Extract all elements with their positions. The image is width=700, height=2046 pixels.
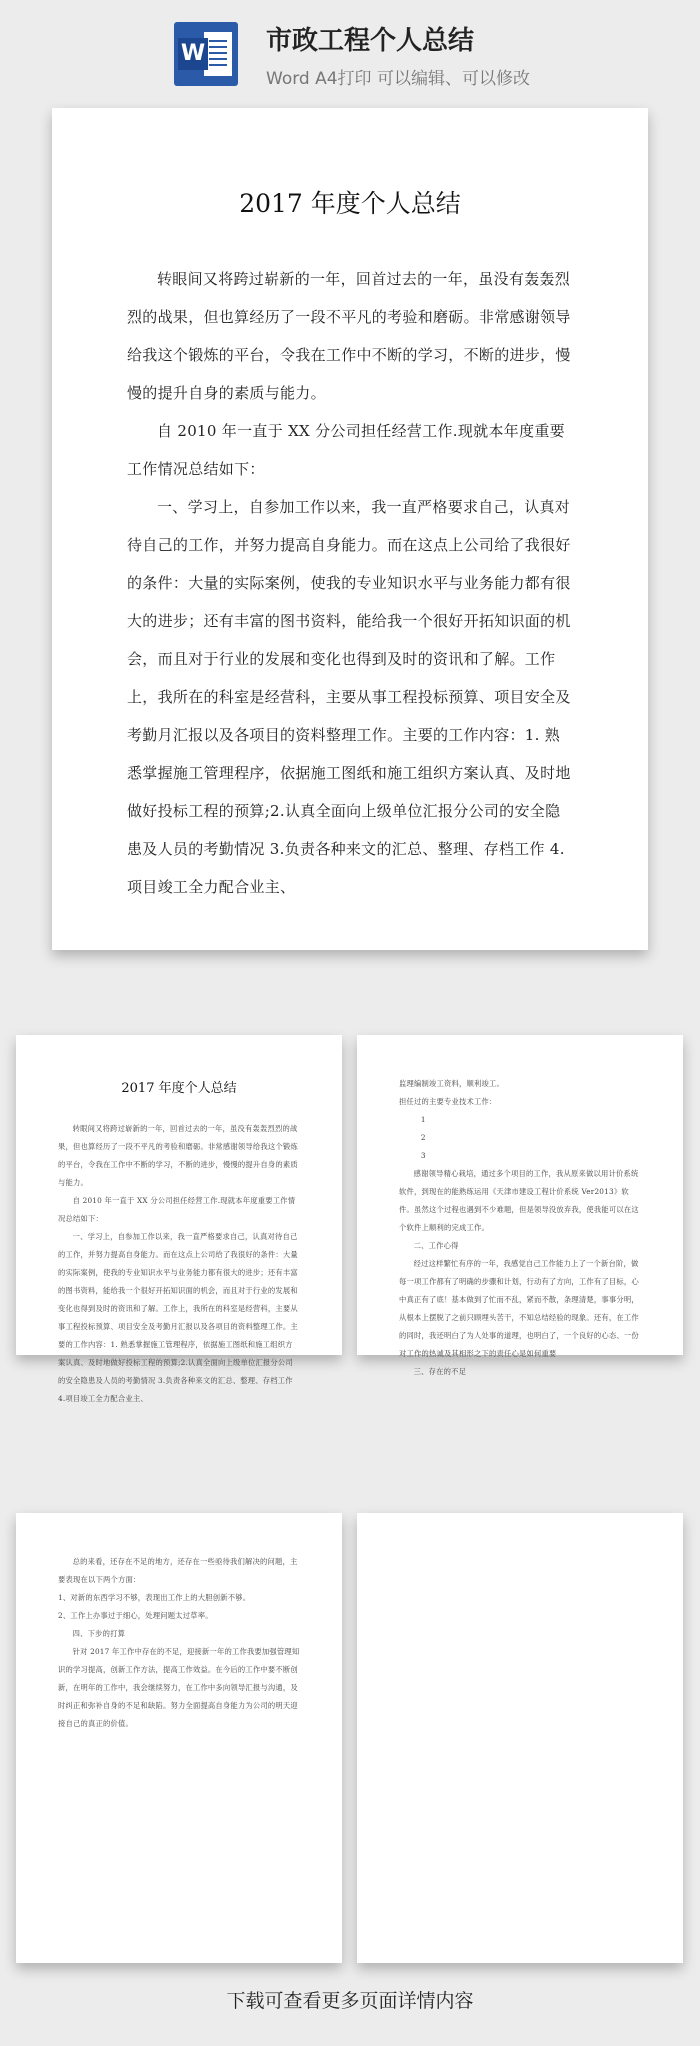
paragraph: 经过这样繁忙有序的一年，我感觉自己工作能力上了一个新台阶，做每一项工作都有了明确的步骤和计划，行动有了方向，工作有了目标，心中真正有了底！基本做到了忙而不乱，紧而不散，条理清楚，事事分明，从根本上摆脱了之前只顾埋头苦干，不知总结经验的现象。还有，在工作的同时，我还明白了为人处事的道理，也明白了，一个良好的心态、一份对工作的热诚及其相形之下的责任心是如何重要 bbox=[399, 1259, 639, 1358]
page-title: 2017 年度个人总结 bbox=[121, 1081, 237, 1096]
thumbnail-page-2[interactable] bbox=[357, 1035, 683, 1376]
page-title: 2017 年度个人总结 bbox=[239, 189, 461, 218]
thumbnail-page-4[interactable] bbox=[357, 1513, 683, 1963]
word-icon: W bbox=[174, 22, 238, 86]
paragraph: 一、学习上，自参加工作以来，我一直严格要求自己，认真对待自己的工作，并努力提高自身能力。而在这点上公司给了我很好的条件：大量的实际案例，使我的专业知识水平与业务能力都有很大的进步；还有丰富的图书资料，能给我一个很好开拓知识面的机会，而且对于行业的发展和变化也得到及时的资讯和了解。工作上，我所在的科室是经营科，主要从事工程投标预算、项目安全及考勤月汇报以及各项目的资料整理工作。主要的工作内容：1. 熟悉掌握施工管理程序，依据施工图纸和施工组织方案认真、及时地做好投标工程的预算;2.认真全面向上级单位汇报分公司的安全隐患及人员的考勤情况 3.负责各种来文的汇总、整理、存档工作 4.项目竣工全力配合业主、 bbox=[127, 498, 571, 896]
more-pages-note[interactable]: 下载可查看更多页面详情内容 bbox=[226, 1990, 474, 2012]
paragraph: 担任过的主要专业技术工作： bbox=[399, 1097, 497, 1106]
list-item: 1 bbox=[420, 1115, 426, 1124]
thumbnail-page-1[interactable] bbox=[16, 1035, 342, 1403]
section-heading: 四、下步的打算 bbox=[72, 1629, 126, 1638]
paragraph: 监理编制竣工资料，顺利竣工。 bbox=[399, 1079, 504, 1088]
list-item: 3 bbox=[420, 1151, 426, 1160]
paragraph: 自 2010 年一直于 XX 分公司担任经营工作.现就本年度重要工作情况总结如下： bbox=[58, 1196, 296, 1223]
list-item: 1、对新的东西学习不够，表现出工作上的大胆创新不够。 bbox=[58, 1593, 251, 1602]
paragraph: 转眼间又将跨过崭新的一年，回首过去的一年，虽没有轰轰烈烈的战果，但也算经历了一段不平凡的考验和磨砺。非常感谢领导给我这个锻炼的平台，令我在工作中不断的学习，不断的进步，慢慢的提升自身的素质与能力。 bbox=[58, 1124, 298, 1187]
list-item: 2 bbox=[420, 1133, 426, 1142]
document-title: 市政工程个人总结 bbox=[266, 26, 475, 56]
document-subtitle: Word A4打印 可以编辑、可以修改 bbox=[266, 69, 530, 89]
paragraph: 针对 2017 年工作中存在的不足，迎接新一年的工作我要加强管理知识的学习提高，创新工作方法，提高工作效益。在今后的工作中要不断创新，在明年的工作中，我会继续努力，在工作中多向领导汇报与沟通，及时纠正和弥补自身的不足和缺陷。努力全面提高自身能力为公司的明天迎接自己的真正的价值。 bbox=[58, 1647, 300, 1728]
list-item: 2、工作上办事过于细心，处理问题太过草率。 bbox=[58, 1611, 213, 1620]
paragraph: 转眼间又将跨过崭新的一年，回首过去的一年，虽没有轰轰烈烈的战果，但也算经历了一段不平凡的考验和磨砺。非常感谢领导给我这个锻炼的平台，令我在工作中不断的学习，不断的进步，慢慢的提升自身的素质与能力。 bbox=[127, 270, 571, 402]
main-page-preview bbox=[52, 108, 648, 950]
header bbox=[0, 0, 700, 95]
paragraph: 总的来看，还存在不足的地方，还存在一些亟待我们解决的问题，主要表现在以下两个方面： bbox=[58, 1557, 298, 1584]
paragraph: 感谢领导精心栽培，通过多个项目的工作，我从原来做以用计价系统软件，到现在的能熟练运用《天津市建设工程计价系统 Ver2013》软件。虽然这个过程也遇到不少难题，但是领导没放弃我，使我能可以在这个软件上顺利的完成工作。 bbox=[399, 1169, 639, 1232]
paragraph: 自 2010 年一直于 XX 分公司担任经营工作.现就本年度重要工作情况总结如下： bbox=[127, 422, 565, 478]
paragraph: 一、学习上，自参加工作以来，我一直严格要求自己，认真对待自己的工作，并努力提高自身能力。而在这点上公司给了我很好的条件：大量的实际案例，使我的专业知识水平与业务能力都有很大的进步；还有丰富的图书资料，能给我一个很好开拓知识面的机会，而且对于行业的发展和变化也得到及时的资讯和了解。工作上，我所在的科室是经营科，主要从事工程投标预算、项目安全及考勤月汇报以及各项目的资料整理工作。主要的工作内容：1. 熟悉掌握施工管理程序，依据施工图纸和施工组织方案认真、及时地做好投标工程的预算;2.认真全面向上级单位汇报分公司的安全隐患及人员的考勤情况 3.负责各种来文的汇总、整理、存档工作 4.项目竣工全力配合业主、 bbox=[58, 1232, 298, 1403]
thumbnail-page-3[interactable] bbox=[16, 1513, 342, 1963]
section-heading: 三、存在的不足 bbox=[413, 1367, 467, 1376]
section-heading: 二、工作心得 bbox=[413, 1241, 459, 1250]
